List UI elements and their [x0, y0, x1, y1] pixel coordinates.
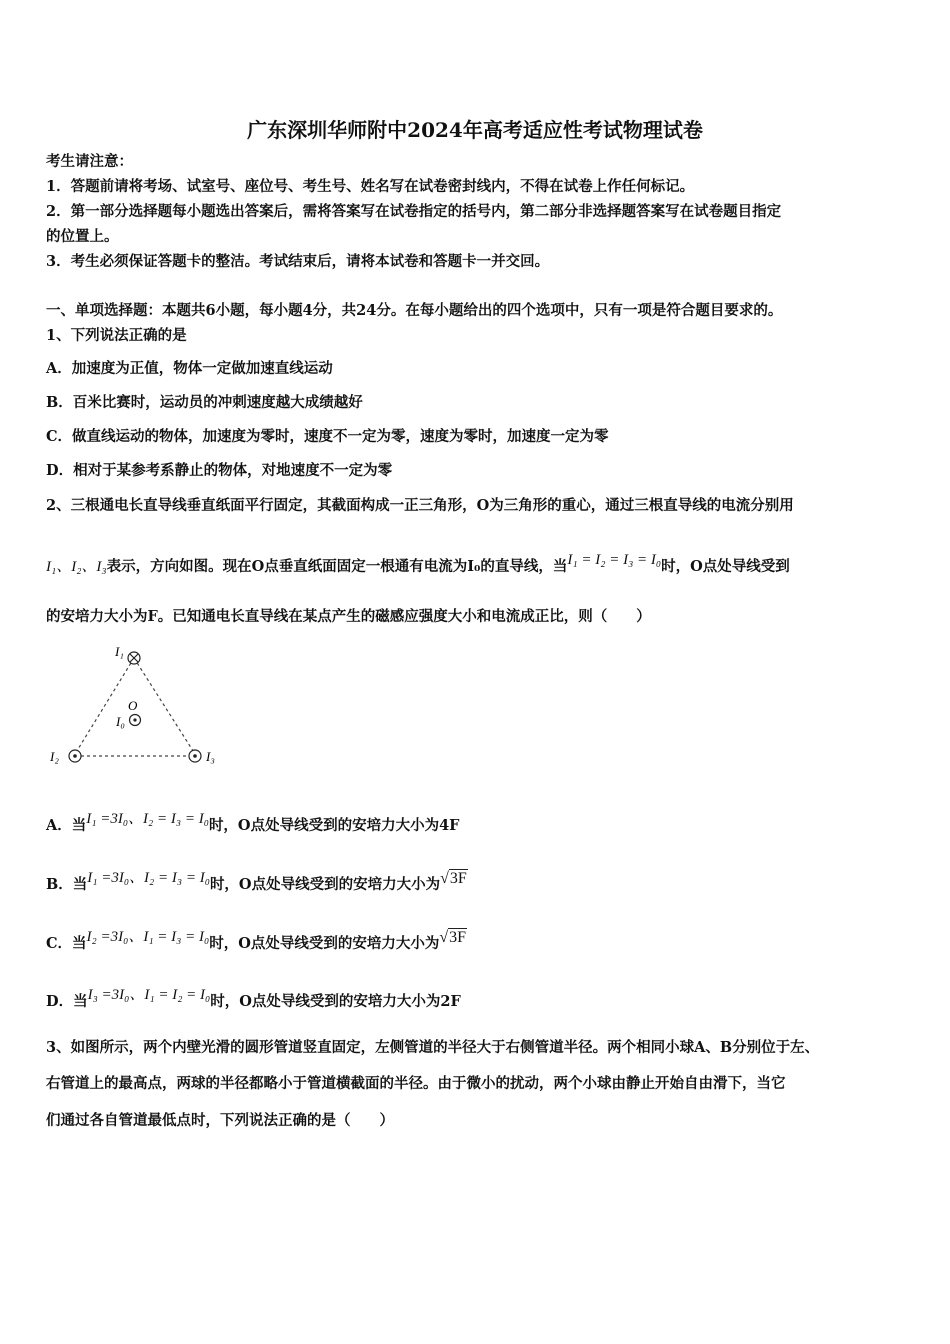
notice-item-3: 3．考生必须保证答题卡的整洁。考试结束后，请将本试卷和答题卡一并交回。: [46, 253, 550, 270]
q2-option-b-eq: I₁ =3I₀、I₂ = I₃ = I₀: [87, 870, 210, 886]
label-o: O: [128, 698, 138, 713]
label-i1: I₁: [115, 644, 124, 659]
q2-condition-eq: I₁ = I₂ = I₃ = I₀: [567, 552, 662, 568]
notice-item-1: 1．答题前请将考场、试室号、座位号、考生号、姓名写在试卷密封线内，不得在试卷上作任何标记。: [46, 178, 695, 195]
section-heading: 一、单项选择题：本题共6小题，每小题4分，共24分。在每小题给出的四个选项中，只有一项是符合题目要求的。: [46, 302, 783, 319]
q2-option-a-eq: I₁ =3I₀、I₂ = I₃ = I₀: [86, 811, 209, 827]
page-title: 广东深圳华师附中2024年高考适应性考试物理试卷: [247, 118, 703, 142]
wire-i2-out-of-page-icon: [69, 750, 81, 762]
q3-line-1: 3、如图所示，两个内壁光滑的圆形管道竖直固定，左侧管道的半径大于右侧管道半径。两个相同小球A、B分别位于左、: [46, 1039, 820, 1056]
q2-option-b: B．当I₁ =3I₀、I₂ = I₃ = I₀时，O点处导线受到的安培力大小为√3F: [46, 873, 468, 894]
label-i2: I₂: [50, 749, 59, 764]
notice-item-2-cont: 的位置上。: [46, 228, 119, 245]
label-i0: I₀: [116, 714, 125, 729]
q2-current-vars: I₁、I₂、I₃: [46, 559, 107, 575]
q2-line-1: 2、三根通电长直导线垂直纸面平行固定，其截面构成一正三角形，O为三角形的重心，通过三根直导线的电流分别用: [46, 497, 794, 514]
q1-option-d: D．相对于某参考系静止的物体，对地速度不一定为零: [46, 462, 393, 479]
q2-line-2: [46, 552, 790, 577]
q2-option-d: D．当I₃ =3I₀、I₁ = I₂ = I₀时，O点处导线受到的安培力大小为2F: [46, 990, 461, 1011]
wire-i1-into-page-icon: [128, 652, 140, 664]
q3-line-2: 右管道上的最高点，两球的半径都略小于管道横截面的半径。由于微小的扰动，两个小球由静止开始自由滑下，当它: [46, 1075, 786, 1092]
triangle-edge-right: [134, 658, 195, 754]
q1-option-c: C．做直线运动的物体，加速度为零时，速度不一定为零，速度为零时，加速度一定为零: [46, 428, 609, 445]
q2-line-2-text-b: 时，O点处导线受到: [661, 558, 790, 575]
q2-option-c-sqrt: √3F: [439, 929, 467, 946]
q2-triangle-figure: [40, 640, 230, 770]
label-i3: I₃: [206, 749, 215, 764]
q2-option-c-eq: I₂ =3I₀、I₁ = I₃ = I₀: [86, 929, 210, 945]
q1-option-b: B．百米比赛时，运动员的冲刺速度越大成绩越好: [46, 394, 363, 411]
q2-line-3: 的安培力大小为F。已知通电长直导线在某点产生的磁感应强度大小和电流成正比，则（ ）: [46, 608, 651, 625]
q2-line-2-text-a: 表示，方向如图。现在O点垂直纸面固定一根通有电流为I₀的直导线，当: [106, 558, 568, 575]
q2-option-a: A．当I₁ =3I₀、I₂ = I₃ = I₀时，O点处导线受到的安培力大小为4F: [46, 814, 459, 835]
q2-option-b-sqrt: √3F: [440, 870, 467, 887]
q1-stem: 1、下列说法正确的是: [46, 327, 187, 344]
q2-option-d-eq: I₃ =3I₀、I₁ = I₂ = I₀: [87, 987, 211, 1003]
notice-heading: 考生请注意：: [46, 153, 133, 170]
q3-line-3: 们通过各自管道最低点时，下列说法正确的是（ ）: [46, 1112, 394, 1129]
wire-i3-out-of-page-icon: [189, 750, 201, 762]
q1-option-a: A．加速度为正值，物体一定做加速直线运动: [46, 360, 333, 377]
q2-option-c: C．当I₂ =3I₀、I₁ = I₃ = I₀时，O点处导线受到的安培力大小为√3F: [46, 932, 467, 953]
wire-i0-out-of-page-icon: [130, 715, 141, 726]
notice-item-2: 2．第一部分选择题每小题选出答案后，需将答案写在试卷指定的括号内，第二部分非选择题答案写在试卷题目指定: [46, 203, 782, 220]
triangle-edge-left: [75, 658, 134, 754]
